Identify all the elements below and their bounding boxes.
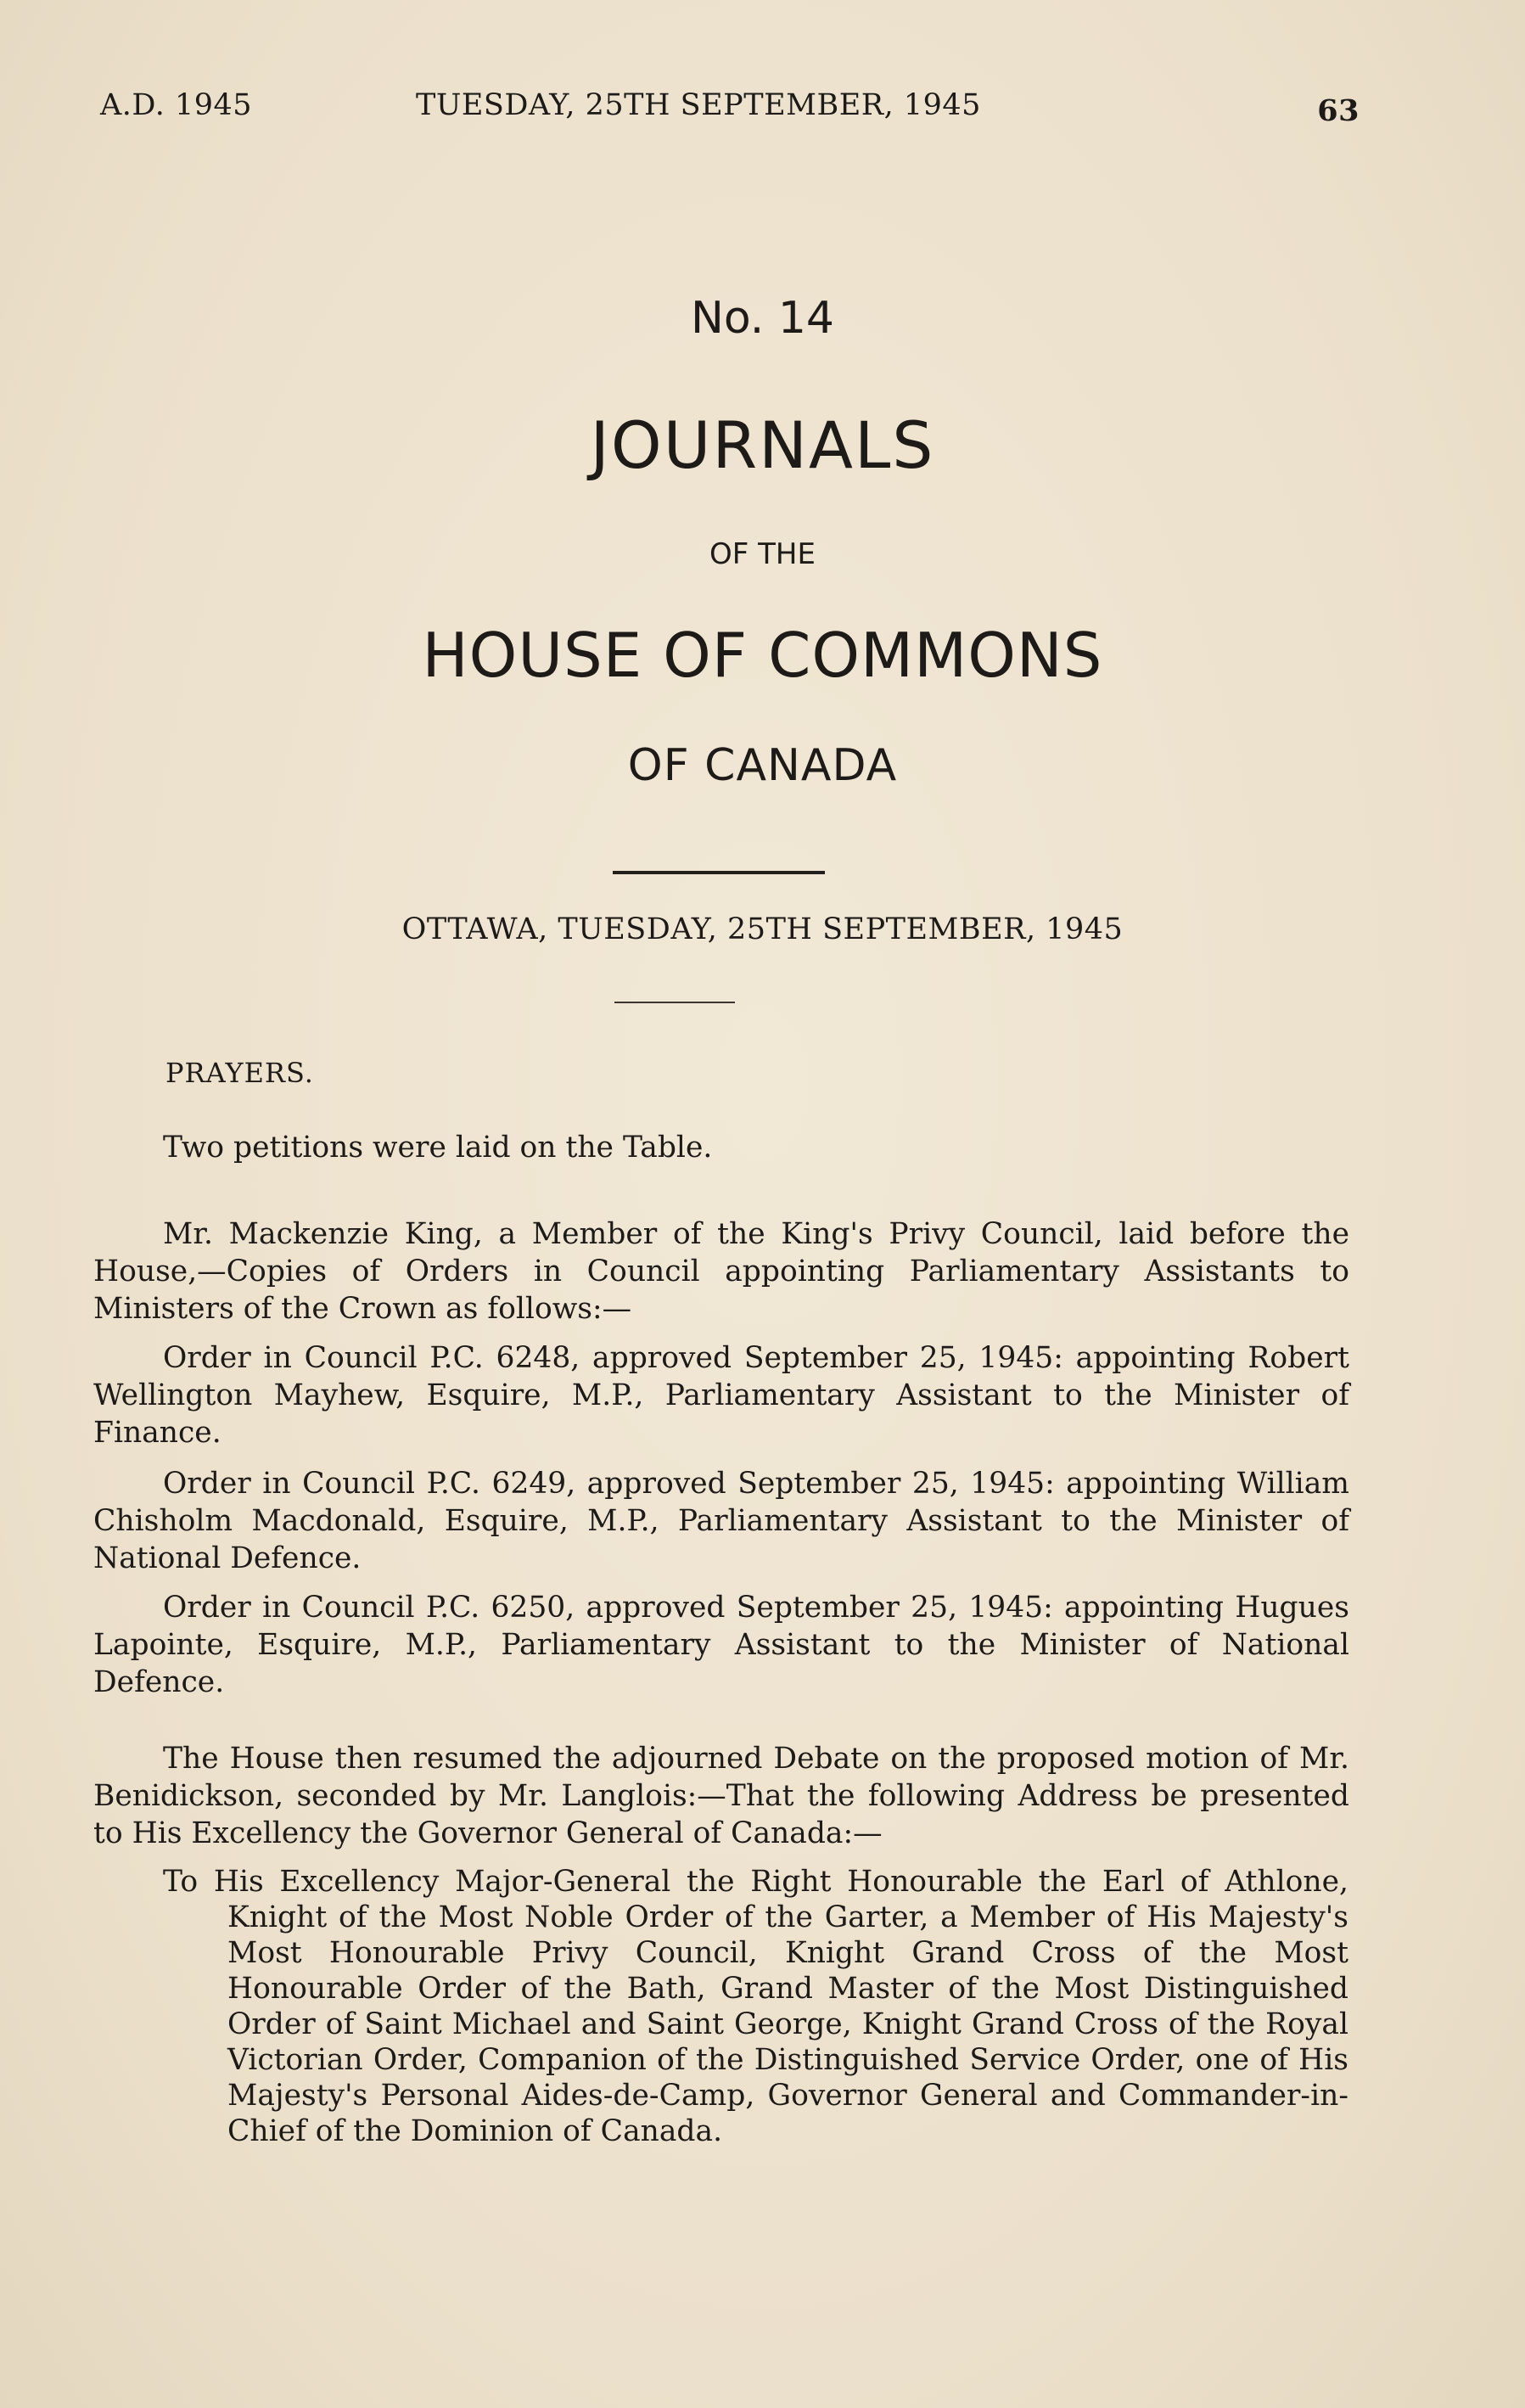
header-date: TUESDAY, 25TH SEPTEMBER, 1945	[416, 88, 981, 122]
order-6250-paragraph	[93, 1589, 1349, 1701]
issue-number: No. 14	[690, 293, 835, 344]
title-of-the: OF THE	[709, 537, 816, 571]
header-year: A.D. 1945	[100, 88, 253, 122]
divider-rule	[613, 871, 825, 874]
title-journals: JOURNALS	[590, 407, 935, 483]
petitions-paragraph	[93, 1129, 1349, 1166]
petitions-text: Two petitions were laid on the Table.	[163, 1131, 713, 1165]
title-of-canada: OF CANADA	[627, 740, 898, 791]
short-divider-rule	[614, 1002, 735, 1003]
dateline: OTTAWA, TUESDAY, 25TH SEPTEMBER, 1945	[401, 912, 1124, 946]
order-6249-text: Order in Council P.C. 6249, approved September 25, 1945: appointing William Chisholm Macdonald, Esquire, M.P., Parliamentary Assistant to the Minister of National Defence.	[93, 1467, 1349, 1575]
address-to-governor-general: To His Excellency Major-General the Right Honourable the Earl of Athlone, Knight of the Most Noble Order of the Garter, a Member of His Majesty's Most Honourable Privy Council, Knight Grand Cross of the Most Honourable Order of the Bath, Grand Master of the Most Distinguished Order of Saint Michael and Saint George, Knight Grand Cross of the Royal Victorian Order, Companion of the Distinguished Service Order, one of His Majesty's Personal Aides-de-Camp, Governor General and Commander-in-Chief of the Dominion of Canada.	[163, 1865, 1348, 2148]
debate-text: The House then resumed the adjourned Debate on the proposed motion of Mr. Benidickson, seconded by Mr. Langlois:—That the following Address be presented to His Excellency the Governor General of Canada:—	[93, 1742, 1349, 1850]
order-6250-text: Order in Council P.C. 6250, approved September 25, 1945: appointing Hugues Lapointe, Esquire, M.P., Parliamentary Assistant to the Minister of National Defence.	[93, 1591, 1349, 1699]
order-6249-paragraph	[93, 1465, 1349, 1577]
prayers-heading: PRAYERS.	[165, 1057, 314, 1089]
page-number: 63	[1317, 93, 1360, 128]
king-text: Mr. Mackenzie King, a Member of the King's Privy Council, laid before the House,—Copies of Orders in Council appointing Parliamentary Assistants to Ministers of the Crown as follows:—	[93, 1217, 1349, 1326]
order-6248-paragraph	[93, 1339, 1349, 1451]
title-house-of-commons: HOUSE OF COMMONS	[422, 620, 1103, 691]
debate-paragraph	[93, 1740, 1349, 1852]
order-6248-text: Order in Council P.C. 6248, approved September 25, 1945: appointing Robert Wellington Mayhew, Esquire, M.P., Parliamentary Assistant to the Minister of Finance.	[93, 1341, 1349, 1450]
running-header	[100, 88, 1360, 131]
king-paragraph	[93, 1215, 1349, 1327]
